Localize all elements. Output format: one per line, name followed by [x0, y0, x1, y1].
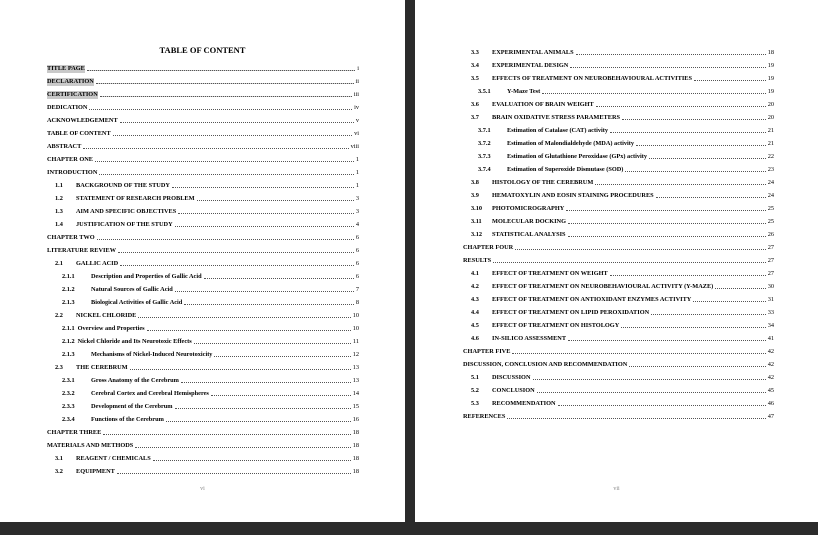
toc-entry-label: Y-Maze Test — [507, 88, 541, 95]
toc-entry-page: 16 — [352, 416, 359, 423]
toc-leader-dots — [175, 291, 354, 292]
toc-entry-page: 21 — [767, 140, 774, 147]
toc-entry-label: HEMATOXYLIN AND EOSIN STAINING PROCEDURES — [492, 192, 654, 199]
toc-leader-dots — [130, 369, 351, 370]
toc-entry-label: EXPERIMENTAL DESIGN — [492, 62, 569, 69]
toc-entry-page: 42 — [767, 348, 774, 355]
toc-entry[interactable] — [47, 255, 359, 268]
toc-leader-dots — [515, 249, 766, 250]
toc-entry-number: 5.1 — [471, 374, 479, 381]
toc-leader-dots — [147, 330, 351, 331]
toc-leader-dots — [96, 83, 354, 84]
toc-entry-page: 25 — [767, 205, 774, 212]
toc-entry[interactable] — [463, 135, 774, 148]
toc-entry-page: 6 — [355, 273, 359, 280]
toc-entry[interactable] — [47, 242, 359, 255]
toc-entry-page: 27 — [767, 257, 774, 264]
toc-entry-number: 3.12 — [471, 231, 483, 238]
toc-leader-dots — [138, 317, 350, 318]
toc-entry[interactable] — [463, 278, 774, 291]
toc-entry-label: JUSTIFICATION OF THE STUDY — [76, 221, 173, 228]
toc-entry-label: CHAPTER FOUR — [463, 244, 514, 251]
toc-entry-page: 22 — [767, 153, 774, 160]
toc-entry-number: 4.3 — [471, 296, 479, 303]
toc-entry-label: EQUIPMENT — [76, 468, 115, 475]
toc-entry-number: 2.1 — [55, 260, 63, 267]
toc-leader-dots — [629, 366, 765, 367]
toc-leader-dots — [97, 239, 354, 240]
toc-entry-label: RECOMMENDATION — [492, 400, 556, 407]
toc-leader-dots — [178, 213, 354, 214]
toc-entry-page: v — [355, 117, 359, 124]
toc-entry-page: 18 — [352, 429, 359, 436]
toc-entry[interactable] — [463, 369, 774, 382]
toc-entry[interactable] — [463, 83, 774, 96]
toc-entry-page: 10 — [352, 325, 359, 332]
toc-entry-label: TITLE PAGE — [47, 65, 85, 72]
toc-entry[interactable] — [463, 252, 774, 265]
toc-entry[interactable] — [463, 161, 774, 174]
toc-entry-page: iii — [353, 91, 359, 98]
toc-entry[interactable] — [463, 356, 774, 369]
toc-entry-label: CHAPTER THREE — [47, 429, 102, 436]
toc-entry-label: Mechanisms of Nickel-Induced Neurotoxicity — [91, 351, 213, 358]
toc-leader-dots — [204, 278, 354, 279]
toc-entry[interactable] — [47, 86, 359, 99]
toc-entry[interactable] — [47, 372, 359, 385]
toc-leader-dots — [693, 301, 765, 302]
toc-entry[interactable] — [463, 382, 774, 395]
toc-entry-number: 5.3 — [471, 400, 479, 407]
toc-entry-number: 3.2 — [55, 468, 63, 475]
toc-leader-dots — [558, 405, 766, 406]
toc-entry-number: 3.7.4 — [478, 166, 491, 173]
toc-entry-page: 47 — [767, 413, 774, 420]
toc-entry[interactable] — [47, 346, 359, 359]
toc-entry-number: 1.3 — [55, 208, 63, 215]
toc-leader-dots — [715, 288, 765, 289]
toc-entry-number: 4.5 — [471, 322, 479, 329]
toc-entry-label: INTRODUCTION — [47, 169, 98, 176]
toc-entry-number: 2.1.2 — [62, 286, 75, 293]
toc-entry-page: 3 — [355, 195, 359, 202]
document-page-right — [415, 0, 818, 522]
toc-entry-page: 42 — [767, 361, 774, 368]
toc-entry[interactable] — [463, 213, 774, 226]
toc-leader-dots — [507, 418, 765, 419]
toc-entry[interactable] — [463, 395, 774, 408]
toc-entry-page: 18 — [352, 442, 359, 449]
toc-list-right — [415, 44, 818, 421]
toc-leader-dots — [135, 447, 350, 448]
toc-entry-page: 13 — [352, 377, 359, 384]
toc-leader-dots — [537, 392, 766, 393]
toc-entry[interactable] — [47, 450, 359, 463]
toc-entry-page: vi — [354, 130, 359, 137]
toc-entry-label: Nickel Chloride and Its Neurotoxic Effects — [77, 338, 192, 345]
toc-entry-label: LITERATURE REVIEW — [47, 247, 116, 254]
toc-leader-dots — [656, 197, 766, 198]
toc-leader-dots — [568, 340, 766, 341]
toc-entry-number: 2.1.3 — [62, 299, 75, 306]
toc-entry[interactable] — [47, 463, 359, 476]
toc-entry-page: 33 — [767, 309, 774, 316]
toc-leader-dots — [610, 132, 766, 133]
toc-entry-number: 5.2 — [471, 387, 479, 394]
toc-entry-label: AIM AND SPECIFIC OBJECTIVES — [76, 208, 177, 215]
toc-leader-dots — [211, 395, 351, 396]
toc-entry-page: 14 — [352, 390, 359, 397]
toc-entry[interactable] — [463, 96, 774, 109]
toc-entry-number: 4.2 — [471, 283, 479, 290]
toc-entry-label: Estimation of Malondialdehyde (MDA) activity — [507, 140, 634, 147]
toc-entry-page: 46 — [767, 400, 774, 407]
toc-entry[interactable] — [47, 333, 359, 346]
toc-entry-page: 45 — [767, 387, 774, 394]
toc-entry-label: REFERENCES — [463, 413, 506, 420]
toc-entry-label: Gross Anatomy of the Cerebrum — [91, 377, 179, 384]
toc-entry-page: ii — [355, 78, 359, 85]
toc-entry-number: 3.7.1 — [478, 127, 491, 134]
toc-entry-page: 18 — [352, 455, 359, 462]
toc-leader-dots — [621, 327, 765, 328]
toc-entry[interactable] — [47, 190, 359, 203]
toc-entry[interactable] — [47, 216, 359, 229]
toc-entry[interactable] — [463, 304, 774, 317]
toc-entry-page: viii — [350, 143, 359, 150]
toc-entry-page: 23 — [767, 166, 774, 173]
toc-leader-dots — [95, 161, 354, 162]
toc-entry-number: 3.5 — [471, 75, 479, 82]
toc-entry[interactable] — [47, 164, 359, 177]
toc-entry[interactable] — [47, 411, 359, 424]
toc-entry-label: NICKEL CHLORIDE — [76, 312, 137, 319]
toc-leader-dots — [568, 236, 766, 237]
toc-entry-label: BRAIN OXIDATIVE STRESS PARAMETERS — [492, 114, 621, 121]
toc-leader-dots — [570, 67, 765, 68]
toc-entry-number: 1.1 — [55, 182, 63, 189]
window-bottom-bar — [0, 522, 818, 535]
toc-leader-dots — [625, 171, 765, 172]
toc-entry-label: Overview and Properties — [77, 325, 145, 332]
toc-entry-label: BACKGROUND OF THE STUDY — [76, 182, 170, 189]
toc-entry[interactable] — [47, 112, 359, 125]
toc-list-left — [0, 60, 405, 476]
toc-leader-dots — [184, 304, 354, 305]
toc-entry[interactable] — [47, 125, 359, 138]
toc-entry-number: 3.1 — [55, 455, 63, 462]
toc-entry[interactable] — [463, 122, 774, 135]
toc-entry-page: 26 — [767, 231, 774, 238]
toc-entry-number: 2.1.2 — [62, 338, 75, 345]
toc-leader-dots — [595, 184, 765, 185]
toc-entry-number: 1.4 — [55, 221, 63, 228]
toc-entry[interactable] — [463, 44, 774, 57]
toc-leader-dots — [214, 356, 350, 357]
toc-leader-dots — [166, 421, 351, 422]
toc-entry-page: i — [357, 65, 359, 72]
toc-entry[interactable] — [463, 408, 774, 421]
toc-entry-page: 20 — [767, 114, 774, 121]
toc-leader-dots — [636, 145, 766, 146]
toc-leader-dots — [172, 187, 354, 188]
page-number: vii — [613, 486, 620, 492]
toc-entry-number: 2.1.1 — [62, 273, 75, 280]
toc-entry-page: 27 — [767, 270, 774, 277]
toc-entry-number: 4.1 — [471, 270, 479, 277]
toc-entry[interactable] — [47, 385, 359, 398]
toc-entry[interactable] — [463, 343, 774, 356]
toc-entry-number: 3.11 — [471, 218, 482, 225]
toc-leader-dots — [694, 80, 766, 81]
toc-leader-dots — [566, 210, 765, 211]
toc-entry[interactable] — [463, 187, 774, 200]
toc-entry-label: EFFECT OF TREATMENT ON NEUROBEHAVIOURAL ACTIVITY (Y-MAZE) — [492, 283, 714, 290]
toc-entry-page: 10 — [352, 312, 359, 319]
toc-entry-page: 1 — [355, 156, 359, 163]
toc-entry-number: 2.1.1 — [62, 325, 75, 332]
toc-entry[interactable] — [47, 424, 359, 437]
toc-leader-dots — [197, 200, 354, 201]
toc-leader-dots — [512, 353, 765, 354]
toc-entry-label: Natural Sources of Gallic Acid — [91, 286, 173, 293]
toc-entry-label: EFFECT OF TREATMENT ON ANTIOXIDANT ENZYMES ACTIVITY — [492, 296, 692, 303]
toc-entry[interactable] — [463, 148, 774, 161]
toc-entry-label: CHAPTER ONE — [47, 156, 94, 163]
toc-entry-label: ABSTRACT — [47, 143, 82, 150]
toc-entry[interactable] — [463, 174, 774, 187]
toc-entry-page: 8 — [355, 299, 359, 306]
toc-entry[interactable] — [47, 268, 359, 281]
toc-entry-label: Description and Properties of Gallic Acid — [91, 273, 202, 280]
toc-entry-label: MOLECULAR DOCKING — [492, 218, 566, 225]
toc-entry-label: STATEMENT OF RESEARCH PROBLEM — [76, 195, 195, 202]
toc-entry[interactable] — [463, 330, 774, 343]
toc-entry-label: IN-SILICO ASSESSMENT — [492, 335, 567, 342]
toc-entry-number: 3.4 — [471, 62, 479, 69]
toc-entry[interactable] — [47, 203, 359, 216]
toc-entry[interactable] — [463, 226, 774, 239]
toc-entry[interactable] — [463, 109, 774, 122]
toc-leader-dots — [649, 158, 766, 159]
toc-entry[interactable] — [47, 294, 359, 307]
toc-entry-number: 2.1.3 — [62, 351, 75, 358]
toc-entry-number: 3.6 — [471, 101, 479, 108]
toc-entry[interactable] — [47, 229, 359, 242]
toc-leader-dots — [194, 343, 351, 344]
toc-entry-number: 3.3 — [471, 49, 479, 56]
toc-entry-page: 42 — [767, 374, 774, 381]
toc-entry-number: 3.9 — [471, 192, 479, 199]
toc-entry[interactable] — [47, 73, 359, 86]
page-title: TABLE OF CONTENT — [159, 45, 246, 55]
page-number: vi — [200, 486, 205, 492]
toc-leader-dots — [99, 174, 353, 175]
toc-leader-dots — [153, 460, 351, 461]
document-page-left — [0, 0, 405, 522]
toc-entry-number: 3.8 — [471, 179, 479, 186]
toc-entry-label: Estimation of Glutathione Peroxidase (GPx) activity — [507, 153, 647, 160]
toc-entry-label: STATISTICAL ANALYSIS — [492, 231, 566, 238]
toc-entry-label: Estimation of Catalase (CAT) activity — [507, 127, 608, 134]
toc-leader-dots — [493, 262, 766, 263]
toc-entry-label: DISCUSSION — [492, 374, 531, 381]
toc-entry[interactable] — [47, 177, 359, 190]
toc-entry-number: 3.7 — [471, 114, 479, 121]
toc-leader-dots — [120, 122, 354, 123]
toc-entry-page: 24 — [767, 179, 774, 186]
toc-entry-label: EFFECT OF TREATMENT ON HISTOLOGY — [492, 322, 620, 329]
toc-entry[interactable] — [47, 437, 359, 450]
toc-leader-dots — [120, 265, 354, 266]
toc-entry-number: 3.5.1 — [478, 88, 491, 95]
toc-leader-dots — [87, 70, 355, 71]
toc-entry[interactable] — [47, 281, 359, 294]
toc-entry-page: 30 — [767, 283, 774, 290]
toc-entry-page: 7 — [355, 286, 359, 293]
toc-entry-page: 6 — [355, 247, 359, 254]
toc-entry[interactable] — [463, 239, 774, 252]
toc-entry-label: Functions of the Cerebrum — [91, 416, 164, 423]
toc-entry-page: 19 — [767, 88, 774, 95]
toc-entry-page: iv — [354, 104, 359, 111]
toc-entry-label: EFFECTS OF TREATMENT ON NEUROBEHAVIOURAL ACTIVITIES — [492, 75, 692, 82]
toc-entry[interactable] — [47, 320, 359, 333]
toc-entry[interactable] — [47, 99, 359, 112]
toc-entry-label: CHAPTER TWO — [47, 234, 95, 241]
toc-entry-label: HISTOLOGY OF THE CEREBRUM — [492, 179, 594, 186]
toc-entry-label: THE CEREBRUM — [76, 364, 128, 371]
toc-entry[interactable] — [47, 60, 359, 73]
toc-leader-dots — [610, 275, 766, 276]
toc-entry-page: 27 — [767, 244, 774, 251]
toc-leader-dots — [568, 223, 766, 224]
toc-entry-number: 3.10 — [471, 205, 483, 212]
toc-entry[interactable] — [47, 307, 359, 320]
toc-leader-dots — [83, 148, 348, 149]
toc-entry-label: REAGENT / CHEMICALS — [76, 455, 151, 462]
toc-entry-page: 1 — [355, 182, 359, 189]
toc-entry-label: CHAPTER FIVE — [463, 348, 511, 355]
toc-leader-dots — [175, 226, 354, 227]
toc-entry[interactable] — [47, 151, 359, 164]
toc-entry-number: 2.2 — [55, 312, 63, 319]
toc-entry[interactable] — [47, 398, 359, 411]
toc-entry-number: 2.3.1 — [62, 377, 75, 384]
toc-leader-dots — [117, 473, 351, 474]
toc-entry-page: 1 — [355, 169, 359, 176]
toc-entry[interactable] — [463, 200, 774, 213]
toc-entry-label: Estimation of Superoxide Dismutase (SOD) — [507, 166, 624, 173]
toc-entry-page: 31 — [767, 296, 774, 303]
toc-entry-page: 6 — [355, 234, 359, 241]
toc-entry-label: RESULTS — [463, 257, 492, 264]
toc-entry-page: 41 — [767, 335, 774, 342]
toc-entry-label: Cerebral Cortex and Cerebral Hemispheres — [91, 390, 209, 397]
toc-entry-label: TABLE OF CONTENT — [47, 130, 111, 137]
toc-entry[interactable] — [47, 359, 359, 372]
toc-entry-number: 2.3.4 — [62, 416, 75, 423]
toc-entry-page: 13 — [352, 364, 359, 371]
toc-entry-page: 6 — [355, 260, 359, 267]
toc-entry-label: CERTIFICATION — [47, 91, 98, 98]
toc-leader-dots — [113, 135, 352, 136]
toc-entry-page: 12 — [352, 351, 359, 358]
toc-leader-dots — [181, 382, 351, 383]
toc-entry-number: 2.3 — [55, 364, 63, 371]
toc-entry-number: 2.3.3 — [62, 403, 75, 410]
toc-entry-number: 4.4 — [471, 309, 479, 316]
toc-entry-page: 25 — [767, 218, 774, 225]
toc-leader-dots — [533, 379, 766, 380]
toc-entry-page: 19 — [767, 75, 774, 82]
toc-entry-page: 34 — [767, 322, 774, 329]
toc-entry-page: 19 — [767, 62, 774, 69]
toc-leader-dots — [89, 109, 352, 110]
toc-entry-label: ACKNOWLEDGEMENT — [47, 117, 118, 124]
toc-leader-dots — [542, 93, 766, 94]
toc-leader-dots — [596, 106, 766, 107]
toc-entry[interactable] — [47, 138, 359, 151]
toc-entry-label: CONCLUSION — [492, 387, 535, 394]
toc-entry[interactable] — [463, 57, 774, 70]
toc-entry-label: Development of the Cerebrum — [91, 403, 173, 410]
toc-leader-dots — [651, 314, 766, 315]
toc-entry-label: Biological Activities of Gallic Acid — [91, 299, 183, 306]
toc-entry-page: 20 — [767, 101, 774, 108]
toc-entry[interactable] — [463, 265, 774, 278]
toc-entry-number: 3.7.3 — [478, 153, 491, 160]
toc-entry-page: 15 — [352, 403, 359, 410]
toc-leader-dots — [103, 434, 350, 435]
toc-entry-label: EVALUATION OF BRAIN WEIGHT — [492, 101, 594, 108]
toc-entry-label: DECLARATION — [47, 78, 94, 85]
toc-leader-dots — [100, 96, 352, 97]
toc-leader-dots — [175, 408, 351, 409]
toc-leader-dots — [576, 54, 766, 55]
toc-entry-number: 3.7.2 — [478, 140, 491, 147]
toc-entry[interactable] — [463, 291, 774, 304]
toc-entry-page: 18 — [352, 468, 359, 475]
toc-entry-number: 4.6 — [471, 335, 479, 342]
toc-entry-label: EFFECT OF TREATMENT ON LIPID PEROXIDATION — [492, 309, 650, 316]
toc-entry-page: 24 — [767, 192, 774, 199]
toc-entry-number: 1.2 — [55, 195, 63, 202]
toc-entry-page: 21 — [767, 127, 774, 134]
toc-entry-page: 3 — [355, 208, 359, 215]
page-gap — [405, 0, 415, 535]
toc-entry-number: 2.3.2 — [62, 390, 75, 397]
toc-entry[interactable] — [463, 70, 774, 83]
toc-entry-page: 18 — [767, 49, 774, 56]
toc-entry-label: PHOTOMICROGRAPHY — [492, 205, 565, 212]
toc-entry-page: 11 — [352, 338, 359, 345]
toc-entry-label: DEDICATION — [47, 104, 88, 111]
toc-entry-page: 4 — [355, 221, 359, 228]
toc-entry[interactable] — [463, 317, 774, 330]
toc-leader-dots — [118, 252, 354, 253]
toc-entry-label: EFFECT OF TREATMENT ON WEIGHT — [492, 270, 608, 277]
toc-entry-label: GALLIC ACID — [76, 260, 119, 267]
toc-entry-label: DISCUSSION, CONCLUSION AND RECOMMENDATION — [463, 361, 628, 368]
toc-leader-dots — [622, 119, 766, 120]
toc-entry-label: MATERIALS AND METHODS — [47, 442, 134, 449]
toc-entry-label: EXPERIMENTAL ANIMALS — [492, 49, 574, 56]
